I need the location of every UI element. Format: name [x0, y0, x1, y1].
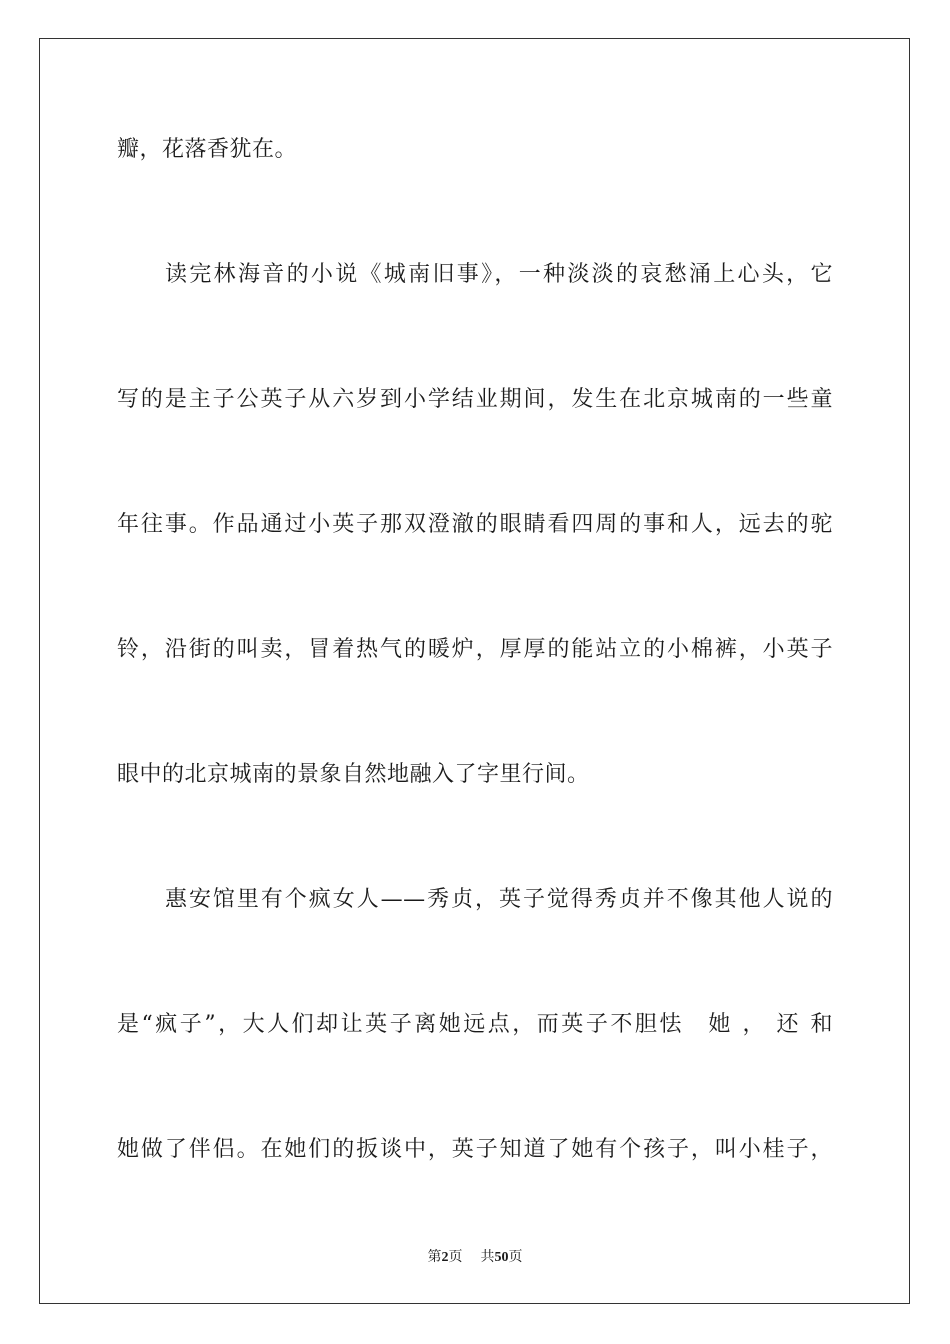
text-line-5: 铃，沿街的叫卖，冒着热气的暖炉，厚厚的能站立的小棉裤，小英子 [117, 637, 833, 662]
text-line-3: 写的是主子公英子从六岁到小学结业期间，发生在北京城南的一些童 [117, 387, 833, 412]
text-line-6: 眼中的北京城南的景象自然地融入了字里行间。 [117, 762, 590, 787]
paragraph-start-line-2: 读完林海音的小说《城南旧事》，一种淡淡的哀愁涌上心头，它 [165, 262, 833, 287]
page-footer [0, 1248, 950, 1267]
footer-total-suffix: 页 [508, 1249, 523, 1265]
text-line-8: 是“疯子”，大人们却让英子离她远点，而英子不胆怯 她 ， 还 和 [117, 1012, 833, 1037]
footer-page-suffix: 页 [448, 1249, 463, 1265]
text-line-4: 年往事。作品通过小英子那双澄澈的眼睛看四周的事和人，远去的驼 [117, 512, 833, 537]
text-line-9: 她做了伴侣。在她们的扳谈中，英子知道了她有个孩子，叫小桂子， [117, 1137, 833, 1162]
footer-total-prefix: 共 [480, 1249, 495, 1265]
footer-total-pages: 50 [494, 1250, 509, 1265]
text-line-1: 瓣，花落香犹在。 [117, 137, 298, 162]
page-border [39, 38, 910, 1304]
paragraph-start-line-7: 惠安馆里有个疯女人——秀贞，英子觉得秀贞并不像其他人说的 [165, 887, 833, 912]
footer-page-number: 2 [441, 1250, 449, 1265]
footer-page-prefix: 第 [427, 1249, 442, 1265]
